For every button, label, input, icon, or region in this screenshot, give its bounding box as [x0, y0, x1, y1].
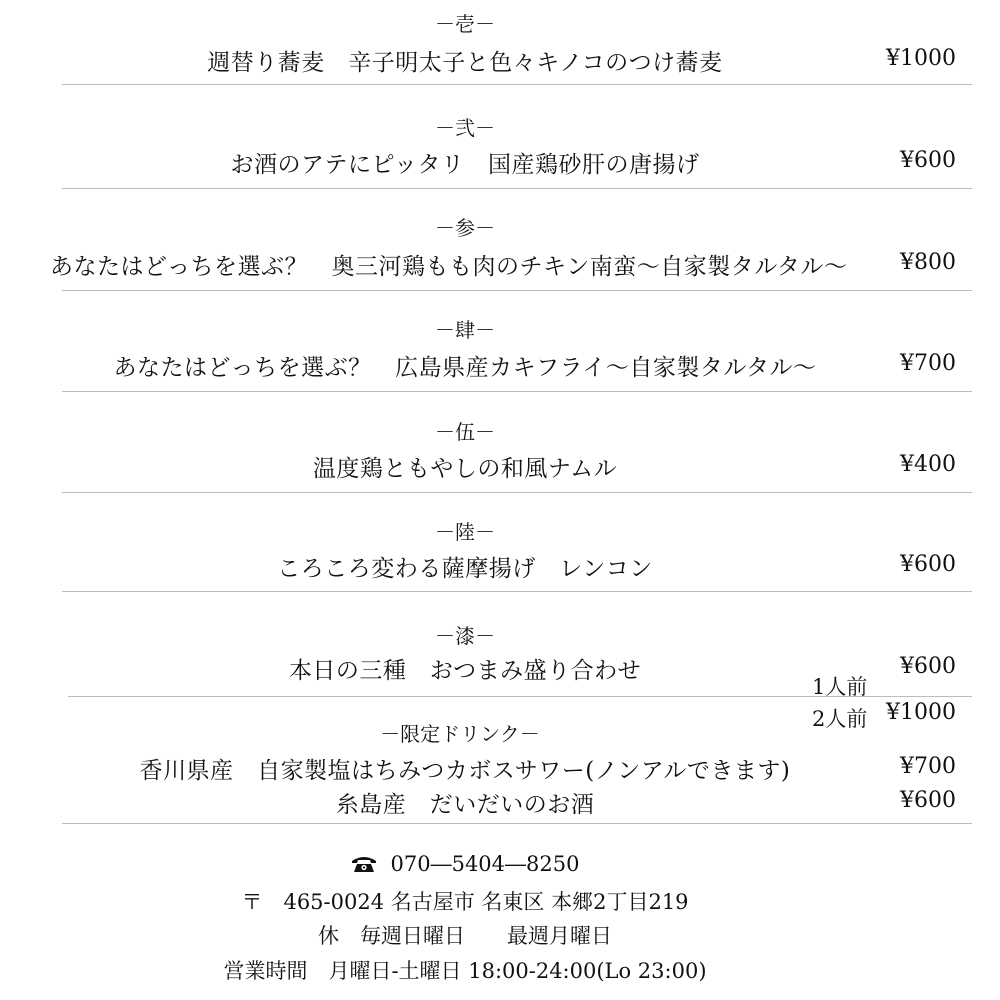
divider — [62, 84, 972, 85]
divider — [62, 492, 972, 493]
divider — [62, 823, 972, 824]
telephone-icon — [351, 855, 377, 873]
item-title: お酒のアテにピッタリ 国産鶏砂肝の唐揚げ — [230, 152, 700, 178]
drinks-heading: －限定ドリンク－ — [380, 722, 540, 746]
address: 〒 465-0024 名古屋市 名東区 本郷2丁目219 — [241, 890, 689, 914]
item-title: あなたはどっちを選ぶ？ 広島県産カキフライ～自家製タルタル～ — [113, 355, 817, 381]
business-hours: 営業時間 月曜日-土曜日 18:00-24:00(Lo 23:00) — [223, 959, 707, 983]
item-title: 週替り蕎麦 辛子明太子と色々キノコのつけ蕎麦 — [207, 50, 723, 76]
drink-price: ¥700 — [900, 754, 956, 779]
item-price: ¥1000 — [886, 700, 956, 725]
item-price: ¥800 — [900, 250, 956, 275]
item-number: －肆－ — [435, 318, 495, 342]
item-number: －陸－ — [435, 520, 495, 544]
divider — [62, 290, 972, 291]
drink-title: 香川県産 自家製塩はちみつカボスサワー(ノンアルできます) — [139, 758, 791, 784]
drink-title: 糸島産 だいだいのお酒 — [335, 792, 595, 818]
holiday-info: 休 毎週日曜日 最週月曜日 — [318, 924, 612, 948]
item-number: －伍－ — [435, 420, 495, 444]
item-price: ¥600 — [900, 552, 956, 577]
item-price: ¥700 — [900, 351, 956, 376]
item-price: ¥400 — [900, 452, 956, 477]
divider — [62, 391, 972, 392]
divider — [68, 696, 972, 697]
portion-label: 1人前 — [812, 675, 868, 699]
item-number: －参－ — [435, 216, 495, 240]
item-price: ¥600 — [900, 148, 956, 173]
item-price: ¥1000 — [886, 46, 956, 71]
portion-label: 2人前 — [812, 707, 868, 731]
item-title: ころころ変わる薩摩揚げ レンコン — [277, 556, 653, 582]
item-number: －壱－ — [435, 12, 495, 36]
item-title: 本日の三種 おつまみ盛り合わせ — [288, 658, 642, 684]
divider — [62, 188, 972, 189]
item-price: ¥600 — [900, 654, 956, 679]
phone-line — [0, 852, 930, 876]
item-title: 温度鶏ともやしの和風ナムル — [312, 456, 618, 482]
item-number: －漆－ — [435, 624, 495, 648]
drink-price: ¥600 — [900, 788, 956, 813]
divider — [62, 591, 972, 592]
item-number: －弐－ — [435, 116, 495, 140]
phone-number: 070―5404―8250 — [390, 852, 580, 876]
item-title: あなたはどっちを選ぶ？ 奥三河鶏もも肉のチキン南蛮～自家製タルタル～ — [50, 254, 848, 280]
